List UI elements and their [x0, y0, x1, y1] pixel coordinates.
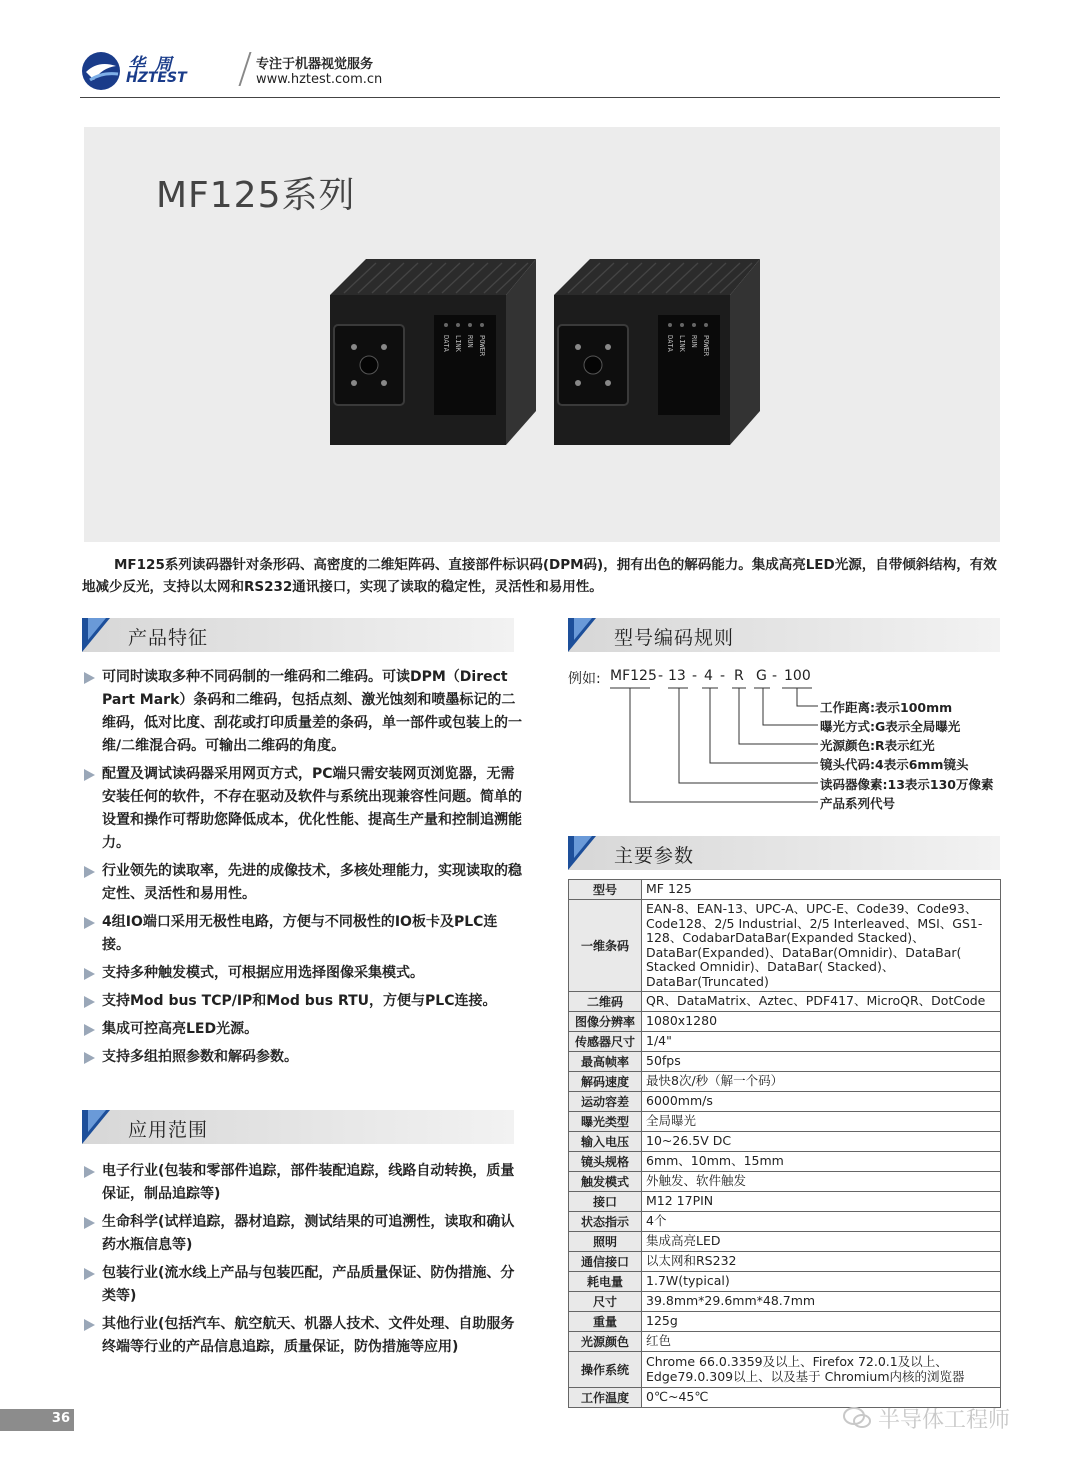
barcode-reader-image-left	[316, 255, 556, 455]
code-separator: -	[692, 668, 698, 684]
code-segment-light-color: R	[734, 668, 744, 684]
code-connector-lines	[568, 668, 1000, 818]
table-row: 通信接口 以太网和RS232	[569, 1252, 1001, 1272]
table-row: 图像分辨率 1080x1280	[569, 1012, 1001, 1032]
table-row: 二维码 QR、DataMatrix、Aztec、PDF417、MicroQR、DotCode	[569, 992, 1001, 1012]
applications-section-header	[82, 1110, 514, 1144]
device-label-link: LINK	[678, 335, 686, 352]
list-item: 支持多组拍照参数和解码参数。	[82, 1046, 522, 1069]
code-segment-lens: 4	[704, 668, 713, 684]
bullet-arrow-icon	[84, 1166, 95, 1178]
table-row: 镜头规格 6mm、10mm、15mm	[569, 1152, 1001, 1172]
applications-title: 应用范围	[128, 1119, 209, 1141]
bullet-arrow-icon	[84, 996, 95, 1008]
code-segment-exposure: G	[756, 668, 767, 684]
watermark-text: 半导体工程师	[878, 1408, 1011, 1433]
page-number-tab	[0, 1409, 74, 1431]
logo-divider	[238, 52, 251, 86]
list-item: 生命科学(试样追踪，器材追踪，测试结果的可追溯性，读取和确认药水瓶信息等)	[82, 1211, 522, 1257]
table-row: 最高帧率 50fps	[569, 1052, 1001, 1072]
code-segment-pixels: 13	[668, 668, 686, 684]
bullet-arrow-icon	[84, 769, 95, 781]
code-segment-distance: 100	[784, 668, 811, 684]
features-title: 产品特征	[128, 627, 209, 649]
table-row: 光源颜色 红色	[569, 1332, 1001, 1352]
company-tagline: 专注于机器视觉服务	[256, 57, 374, 72]
bullet-arrow-icon	[84, 1268, 95, 1280]
applications-list	[82, 1160, 522, 1364]
logo-english-name: HZTEST	[126, 70, 187, 86]
code-desc-distance: 工作距离:表示100mm	[820, 700, 953, 715]
list-item: 电子行业(包装和零部件追踪，部件装配追踪，线路自动转换，质量保证，制品追踪等)	[82, 1160, 522, 1206]
bullet-arrow-icon	[84, 672, 95, 684]
code-segment-series: MF125	[610, 668, 657, 684]
table-row: 解码速度 最快8次/秒（解一个码）	[569, 1072, 1001, 1092]
model-code-diagram	[568, 668, 1000, 818]
table-row: 运动容差 6000mm/s	[569, 1092, 1001, 1112]
specs-section-header	[568, 836, 1000, 870]
features-list	[82, 666, 522, 1074]
table-row: 尺寸 39.8mm*29.6mm*48.7mm	[569, 1292, 1001, 1312]
table-row: 状态指示 4个	[569, 1212, 1001, 1232]
code-separator: -	[658, 668, 664, 684]
bullet-arrow-icon	[84, 1052, 95, 1064]
table-row: 工作温度 0℃~45℃	[569, 1388, 1001, 1408]
device-label-power: POWER	[702, 335, 710, 357]
product-hero	[84, 127, 1000, 542]
hztest-logo-icon	[80, 50, 122, 92]
device-label-power: POWER	[478, 335, 486, 357]
list-item: 支持Mod bus TCP/IP和Mod bus RTU，方便与PLC连接。	[82, 990, 522, 1013]
table-row: 耗电量 1.7W(typical)	[569, 1272, 1001, 1292]
list-item: 可同时读取多种不同码制的一维码和二维码。可读DPM（Direct Part Mark）条码和二维码，包括点刻、激光蚀刻和喷墨标记的二维码，低对比度、刮花或打印质量差的条码，单一部件或包装上的一维/二维混合码。可输出二维码的角度。	[82, 666, 522, 758]
barcode-reader-image-right	[540, 255, 780, 455]
product-series-title: MF125系列	[156, 175, 356, 216]
code-rule-section-header	[568, 618, 1000, 652]
logo-chinese-name: 华 周	[128, 55, 174, 75]
page-header	[80, 44, 1000, 98]
features-section-header	[82, 618, 514, 652]
bullet-arrow-icon	[84, 968, 95, 980]
table-row: 输入电压 10~26.5V DC	[569, 1132, 1001, 1152]
list-item: 配置及调试读码器采用网页方式，PC端只需安装网页浏览器，无需安装任何的软件，不存在驱动及软件与系统出现兼容性问题。简单的设置和操作可帮助您降低成本，优化性能、提高生产量和控制追溯能力。	[82, 763, 522, 855]
list-item: 行业领先的读取率，先进的成像技术，多核处理能力，实现读取的稳定性、灵活性和易用性。	[82, 860, 522, 906]
code-desc-pixels: 读码器像素:13表示130万像素	[820, 777, 994, 792]
device-label-data: DATA	[442, 335, 450, 352]
code-rule-title: 型号编码规则	[614, 627, 735, 649]
list-item: 其他行业(包括汽车、航空航天、机器人技术、文件处理、自助服务终端等行业的产品信息追踪，质量保证，防伪措施等应用)	[82, 1313, 522, 1359]
table-row: 接口 M12 17PIN	[569, 1192, 1001, 1212]
code-separator: -	[772, 668, 778, 684]
product-intro: MF125系列读码器针对条形码、高密度的二维矩阵码、直接部件标识码(DPM码)，拥有出色的解码能力。集成高亮LED光源，自带倾斜结构，有效地减少反光，支持以太网和RS232通讯接口，实现了读取的稳定性，灵活性和易用性。	[82, 557, 997, 595]
list-item: 支持多种触发模式，可根据应用选择图像采集模式。	[82, 962, 522, 985]
code-desc-light-color: 光源颜色:R表示红光	[820, 738, 935, 753]
bullet-arrow-icon	[84, 1217, 95, 1229]
device-label-data: DATA	[666, 335, 674, 352]
table-row: 照明 集成高亮LED	[569, 1232, 1001, 1252]
code-desc-lens: 镜头代码:4表示6mm镜头	[820, 757, 969, 772]
list-item: 4组IO端口采用无极性电路，方便与不同极性的IO板卡及PLC连接。	[82, 911, 522, 957]
wechat-icon	[842, 1405, 872, 1431]
bullet-arrow-icon	[84, 917, 95, 929]
table-row: 操作系统 Chrome 66.0.3359及以上、Firefox 72.0.1及以上、Edge79.0.309以上、以及基于 Chromium内核的浏览器	[569, 1352, 1001, 1388]
code-separator: -	[720, 668, 726, 684]
table-row: 一维条码 EAN-8、EAN-13、UPC-A、UPC-E、Code39、Code93、Code128、2/5 Industrial、2/5 Interleaved、MSI、GS1-128、CodabarDataBar(Expanded Stacked)、DataBar(Expanded)、DataBar(Omnidir)、DataBar( Stacked Omnidir)、DataBar( Stacked)、DataBar(Truncated)	[569, 900, 1001, 992]
example-prefix: 例如:	[568, 671, 601, 687]
table-row: 重量 125g	[569, 1312, 1001, 1332]
bullet-arrow-icon	[84, 1319, 95, 1331]
table-row: 传感器尺寸 1/4"	[569, 1032, 1001, 1052]
code-desc-series: 产品系列代号	[820, 796, 896, 811]
device-label-run: RUN	[466, 335, 474, 348]
list-item: 包装行业(流水线上产品与包装匹配，产品质量保证、防伪措施、分类等)	[82, 1262, 522, 1308]
table-row: 型号 MF 125	[569, 880, 1001, 900]
page-number: 36	[51, 1411, 70, 1426]
code-desc-exposure: 曝光方式:G表示全局曝光	[820, 719, 961, 734]
company-website: www.hztest.com.cn	[256, 72, 383, 87]
list-item: 集成可控高亮LED光源。	[82, 1018, 522, 1041]
table-row: 曝光类型 全局曝光	[569, 1112, 1001, 1132]
table-row: 触发模式 外触发、软件触发	[569, 1172, 1001, 1192]
bullet-arrow-icon	[84, 1024, 95, 1036]
device-label-run: RUN	[690, 335, 698, 348]
specs-title: 主要参数	[614, 845, 695, 867]
spec-table	[568, 879, 1001, 1408]
bullet-arrow-icon	[84, 866, 95, 878]
device-label-link: LINK	[454, 335, 462, 352]
